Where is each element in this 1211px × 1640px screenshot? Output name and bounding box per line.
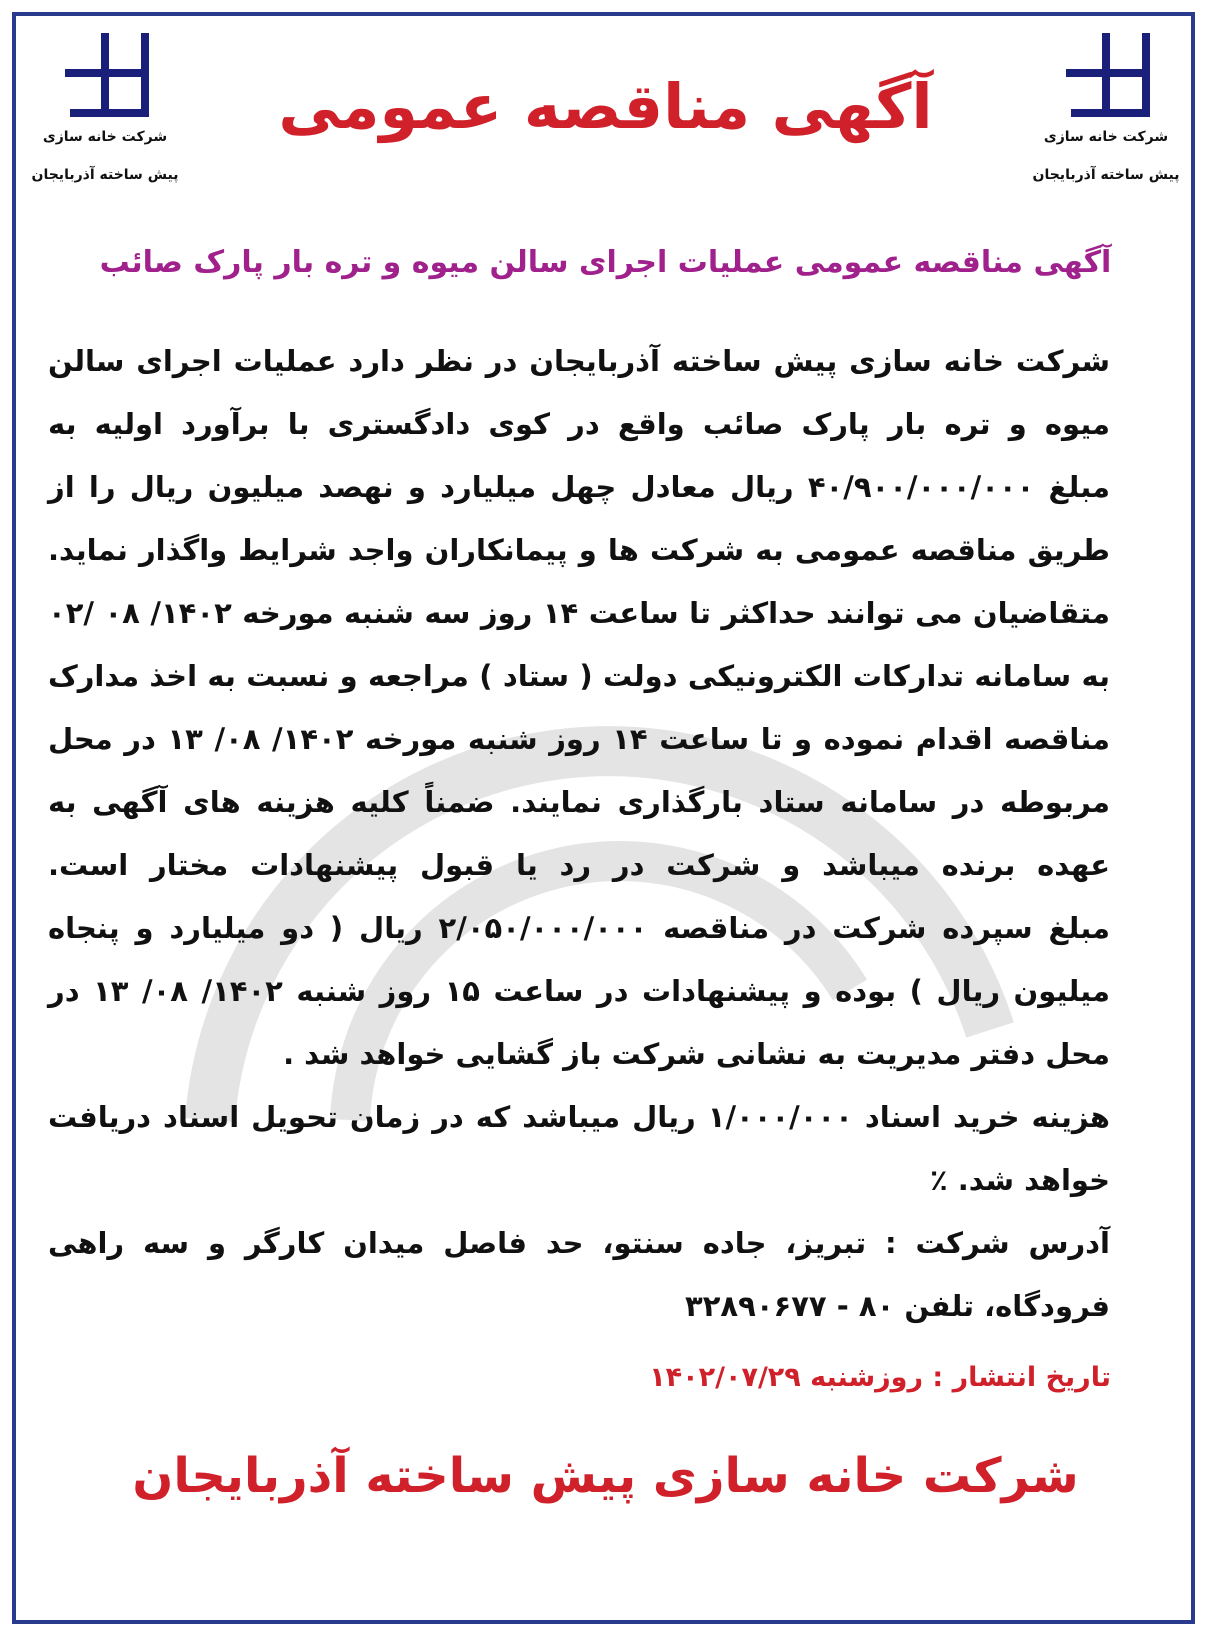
notice-subtitle: آگهی مناقصه عمومی عملیات اجرای سالن میوه و تره بار پارک صائب <box>99 245 1112 280</box>
body-line: فرودگاه، تلفن ۸۰ - ۳۲۸۹۰۶۷۷ <box>685 1289 1110 1323</box>
body-line: هزینه خرید اسناد ۱/۰۰۰/۰۰۰ ریال میباشد که در زمان تحویل اسناد دریافت <box>48 1100 1111 1134</box>
notice-body <box>48 330 1110 1338</box>
publish-date: تاریخ انتشار : روزشنبه ۱۴۰۲/۰۷/۲۹ <box>649 1362 1111 1393</box>
page-title: آگهی مناقصه عمومی <box>278 70 933 143</box>
body-line: مناقصه اقدام نموده و تا ساعت ۱۴ روز شنبه مورخه ۱۴۰۲/ ۰۸/ ۱۳ در محل <box>48 722 1110 756</box>
body-line: شرکت خانه سازی پیش ساخته آذربایجان در نظر دارد عملیات اجرای سالن <box>48 344 1110 378</box>
logo-line2: پیش ساخته آذربایجان <box>1032 167 1180 183</box>
body-line: میوه و تره بار پارک صائب واقع در کوی دادگستری با برآورد اولیه به <box>48 407 1110 441</box>
body-line: مربوطه در سامانه ستاد بارگذاری نمایند. ضمناً کلیه هزینه های آگهی به <box>48 785 1110 819</box>
body-line: خواهد شد. ٪ <box>929 1163 1110 1197</box>
logo-line1: شرکت خانه سازی <box>42 129 168 145</box>
body-line: مبلغ ۴۰/۹۰۰/۰۰۰/۰۰۰ ریال معادل چهل میلیارد و نهصد میلیون ریال را از <box>48 470 1110 504</box>
body-line: میلیون ریال ) بوده و پیشنهادات در ساعت ۱۵ روز شنبه ۱۴۰۲/ ۰۸/ ۱۳ در <box>48 974 1110 1008</box>
logo-line2: پیش ساخته آذربایجان <box>31 167 179 183</box>
logo-line1: شرکت خانه سازی <box>1043 129 1169 145</box>
body-line: مبلغ سپرده شرکت در مناقصه ۲/۰۵۰/۰۰۰/۰۰۰ ریال ( دو میلیارد و پنجاه <box>48 911 1110 945</box>
body-line: طریق مناقصه عمومی به شرکت ها و پیمانکاران واجد شرایط واگذار نماید. <box>48 533 1110 567</box>
body-line: به سامانه تدارکات الکترونیکی دولت ( ستاد ) مراجعه و نسبت به اخذ مدارک <box>48 659 1110 693</box>
body-line: متقاضیان می توانند حداکثر تا ساعت ۱۴ روز سه شنبه مورخه ۱۴۰۲/ ۰۸ /۰۲ <box>48 596 1110 630</box>
body-line: محل دفتر مدیریت به نشانی شرکت باز گشایی خواهد شد . <box>283 1037 1110 1071</box>
body-line: عهده برنده میباشد و شرکت در رد یا قبول پیشنهادات مختار است. <box>48 848 1110 882</box>
footer-company-name: شرکت خانه سازی پیش ساخته آذربایجان <box>132 1448 1079 1504</box>
body-line: آدرس شرکت : تبریز، جاده سنتو، حد فاصل میدان کارگر و سه راهی <box>48 1226 1110 1260</box>
